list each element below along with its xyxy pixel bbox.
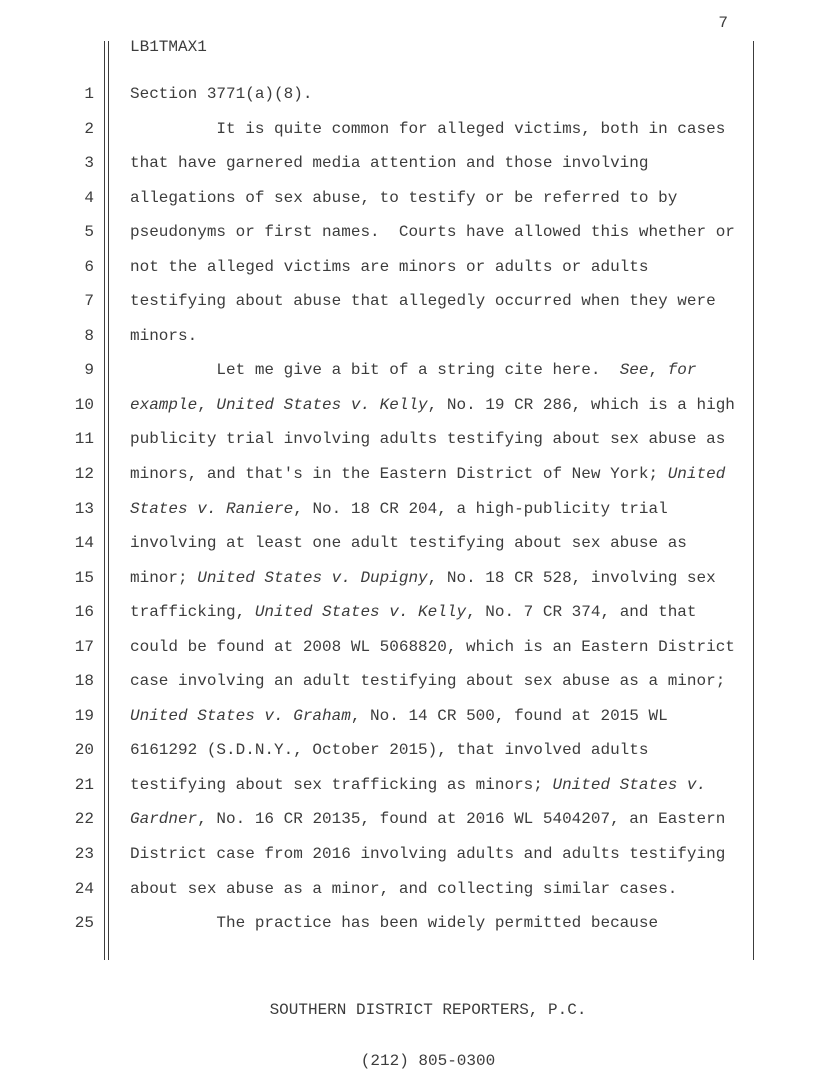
transcript-line <box>0 802 816 837</box>
transcript-line <box>0 112 816 147</box>
line-text: testifying about abuse that allegedly occurred when they were <box>130 292 716 311</box>
line-number: 4 <box>84 188 94 207</box>
line-number: 14 <box>74 534 94 553</box>
line-text: The practice has been widely permitted because <box>130 914 659 933</box>
transcript-line <box>0 526 816 561</box>
line-number: 3 <box>84 154 94 173</box>
line-text: about sex abuse as a minor, and collecting similar cases. <box>130 879 678 898</box>
line-number: 24 <box>74 879 94 898</box>
line-text: District case from 2016 involving adults and adults testifying <box>130 845 726 864</box>
line-text: minor; United States v. Dupigny, No. 18 CR 528, involving sex <box>130 568 716 587</box>
line-number: 18 <box>74 672 94 691</box>
line-text: could be found at 2008 WL 5068820, which is an Eastern District <box>130 637 735 656</box>
transcript-line <box>0 595 816 630</box>
line-text: 6161292 (S.D.N.Y., October 2015), that involved adults <box>130 741 649 760</box>
line-number: 21 <box>74 775 94 794</box>
line-number: 7 <box>84 292 94 311</box>
transcript-line <box>0 388 816 423</box>
transcript-line <box>0 768 816 803</box>
line-text: minors, and that's in the Eastern District of New York; United <box>130 465 726 484</box>
line-text: publicity trial involving adults testifying about sex abuse as <box>130 430 726 449</box>
line-text: States v. Raniere, No. 18 CR 204, a high-publicity trial <box>130 499 668 518</box>
line-text: Let me give a bit of a string cite here. See, for <box>130 361 697 380</box>
line-text: pseudonyms or first names. Courts have allowed this whether or <box>130 223 735 242</box>
line-number: 10 <box>74 395 94 414</box>
transcript-line <box>0 284 816 319</box>
reporter-footer <box>103 967 753 1088</box>
transcript-line <box>0 146 816 181</box>
line-text: case involving an adult testifying about sex abuse as a minor; <box>130 672 726 691</box>
line-number: 5 <box>84 223 94 242</box>
line-text: allegations of sex abuse, to testify or be referred to by <box>130 188 678 207</box>
reporter-phone: (212) 805-0300 <box>360 1052 496 1071</box>
transcript-line <box>0 422 816 457</box>
line-number: 8 <box>84 326 94 345</box>
line-text: Gardner, No. 16 CR 20135, found at 2016 WL 5404207, an Eastern <box>130 810 726 829</box>
line-number: 20 <box>74 741 94 760</box>
transcript-line <box>0 250 816 285</box>
transcript-line <box>0 77 816 112</box>
line-text: that have garnered media attention and those involving <box>130 154 649 173</box>
transcript-lines <box>0 77 816 941</box>
transcript-line <box>0 630 816 665</box>
line-number: 11 <box>74 430 94 449</box>
line-text: example, United States v. Kelly, No. 19 CR 286, which is a high <box>130 395 735 414</box>
line-text: Section 3771(a)(8). <box>130 85 313 103</box>
line-text: trafficking, United States v. Kelly, No. 7 CR 374, and that <box>130 603 697 622</box>
transcript-line <box>0 492 816 527</box>
line-text: testifying about sex trafficking as minors; United States v. <box>130 775 707 794</box>
transcript-line <box>0 319 816 354</box>
line-text: involving at least one adult testifying about sex abuse as <box>130 534 687 553</box>
line-number: 17 <box>74 637 94 656</box>
transcript-line <box>0 353 816 388</box>
line-text: It is quite common for alleged victims, both in cases <box>130 119 726 138</box>
transcript-line <box>0 181 816 216</box>
line-text: minors. <box>130 326 198 345</box>
line-number: 15 <box>74 568 94 587</box>
line-number: 23 <box>74 845 94 864</box>
line-number: 1 <box>84 85 94 103</box>
transcript-line <box>0 733 816 768</box>
transcript-line <box>0 215 816 250</box>
transcript-line <box>0 664 816 699</box>
line-number: 25 <box>74 914 94 933</box>
transcript-line <box>0 906 816 941</box>
reporter-name: SOUTHERN DISTRICT REPORTERS, P.C. <box>269 1000 587 1019</box>
line-number: 9 <box>84 361 94 380</box>
line-number: 19 <box>74 706 94 725</box>
transcript-line <box>0 457 816 492</box>
transcript-header-id: LB1TMAX1 <box>130 38 207 56</box>
transcript-line <box>0 837 816 872</box>
line-number: 2 <box>84 119 94 138</box>
line-text: United States v. Graham, No. 14 CR 500, found at 2015 WL <box>130 706 668 725</box>
transcript-line <box>0 699 816 734</box>
line-number: 6 <box>84 257 94 276</box>
line-number: 16 <box>74 603 94 622</box>
line-text: not the alleged victims are minors or adults or adults <box>130 257 649 276</box>
transcript-line <box>0 872 816 907</box>
page-number: 7 <box>718 14 728 32</box>
line-number: 13 <box>74 499 94 518</box>
line-number: 12 <box>74 465 94 484</box>
line-number: 22 <box>74 810 94 829</box>
transcript-line <box>0 561 816 596</box>
